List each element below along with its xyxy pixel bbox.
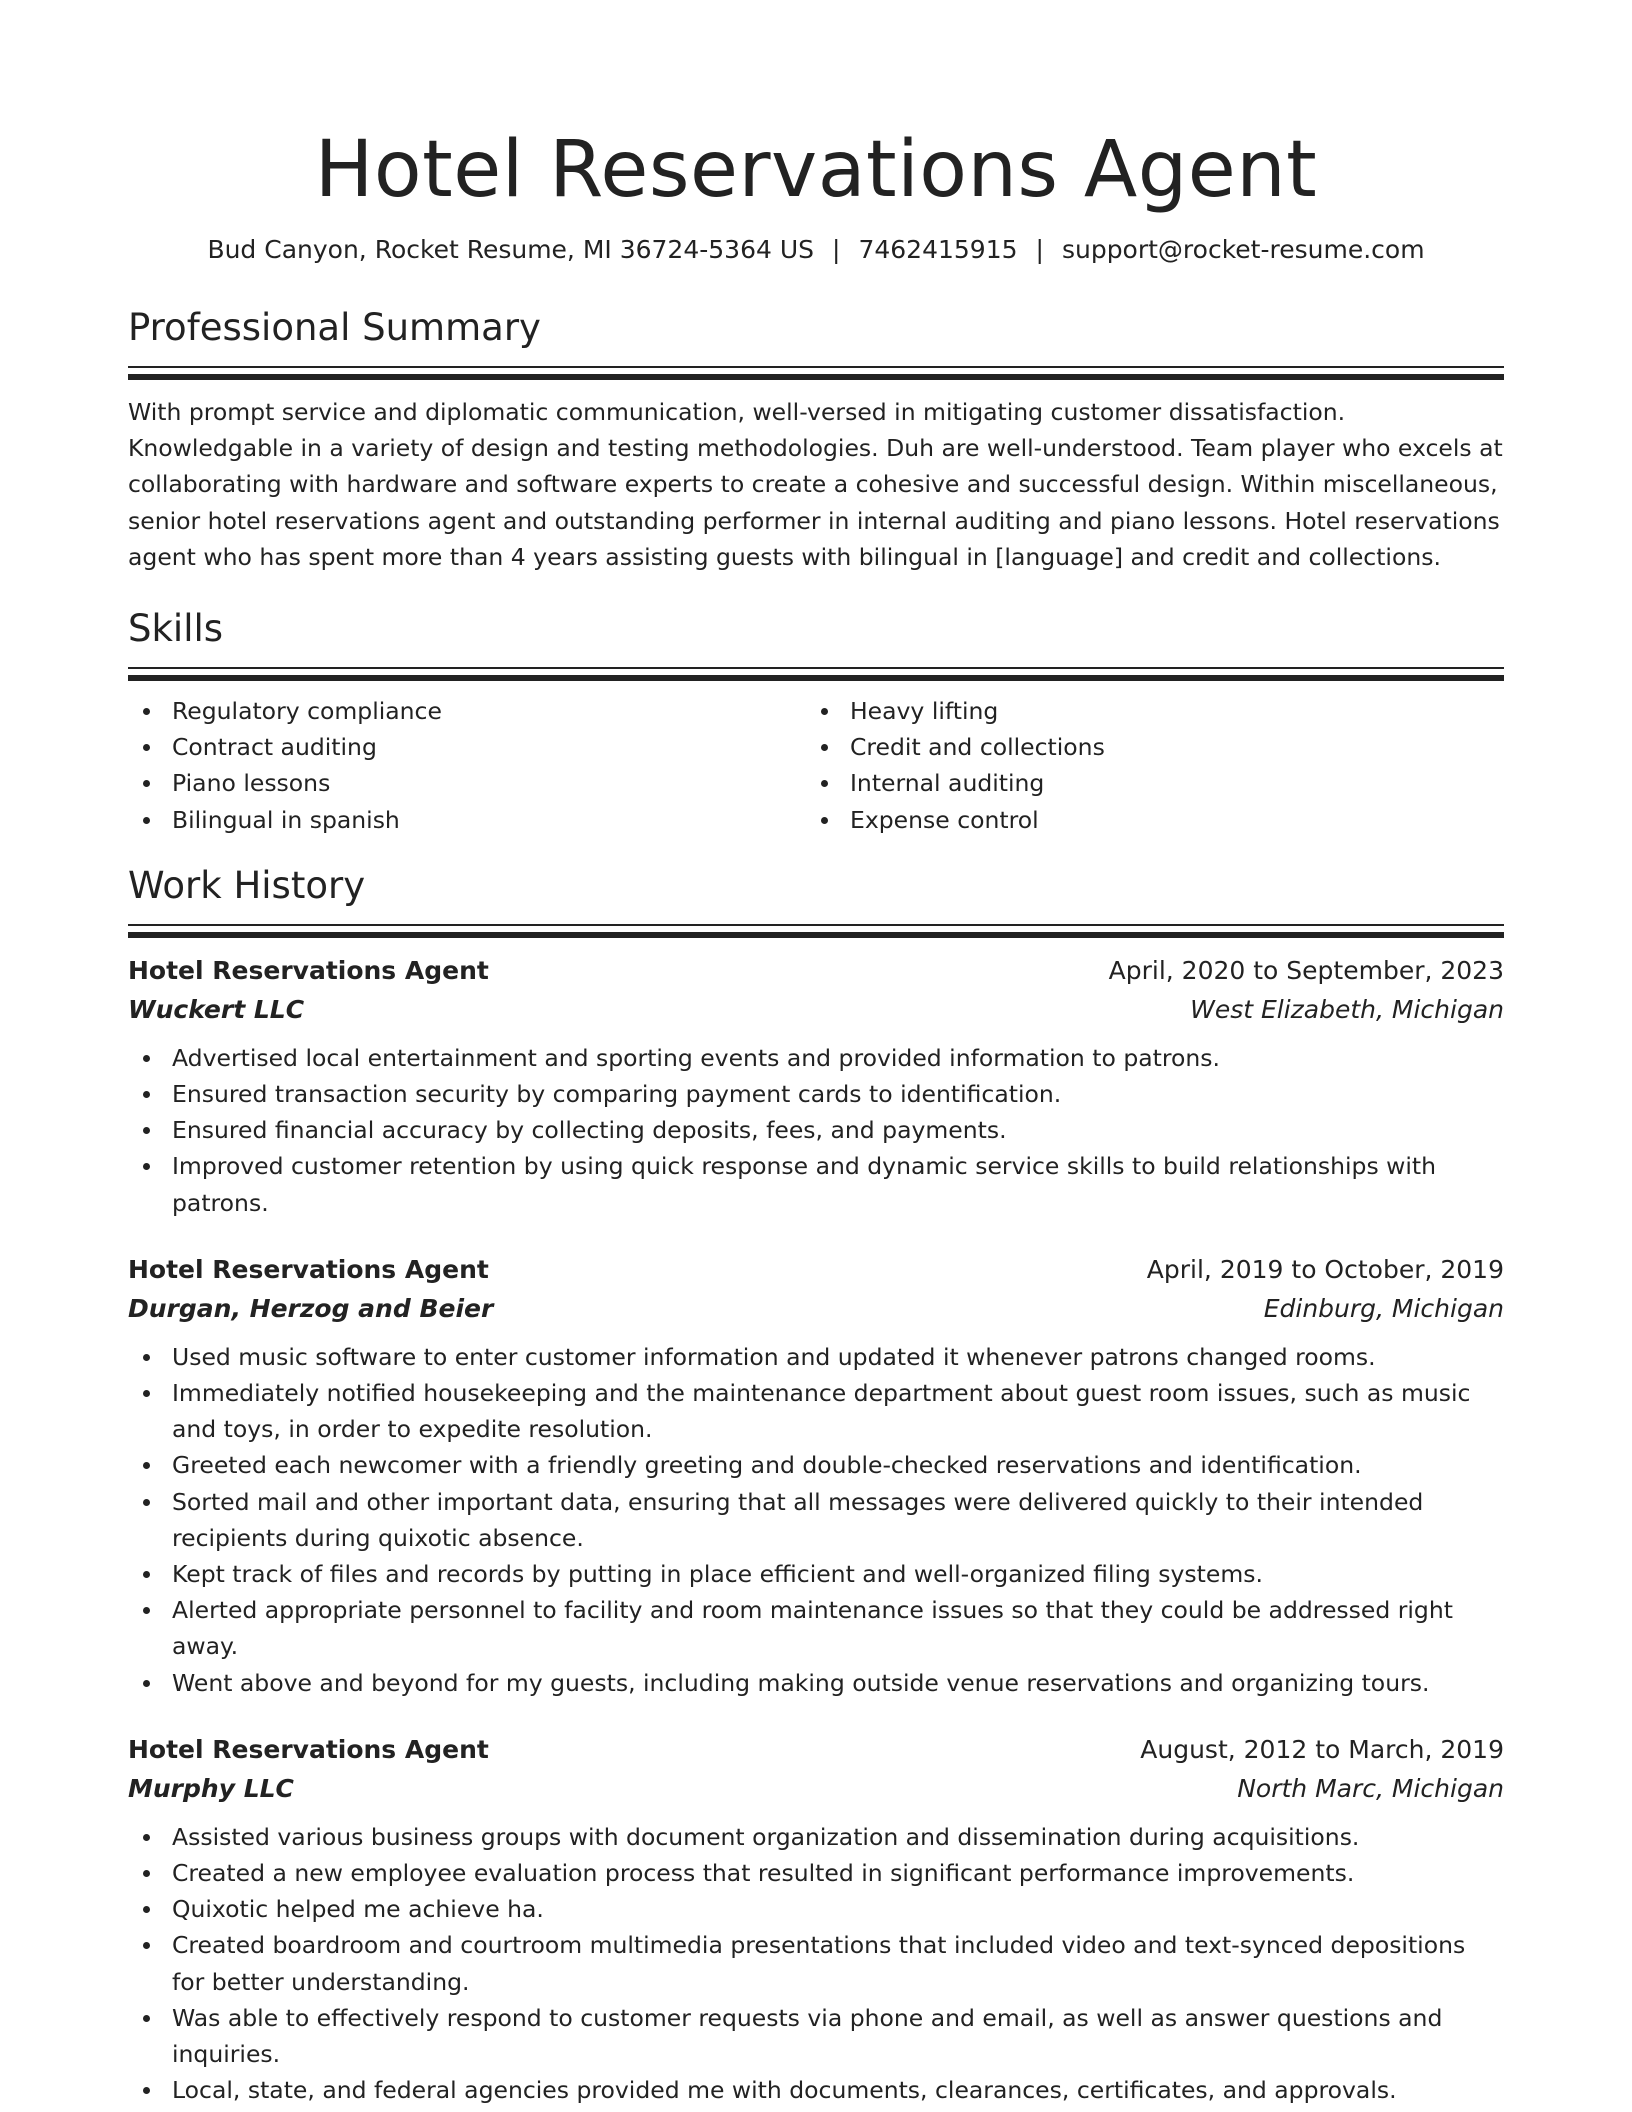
job-duties-list [128,1339,1504,1701]
job-company: Murphy LLC [128,1773,294,1803]
skill-item: Contract auditing [128,729,806,765]
job-dates: August, 2012 to March, 2019 [1140,1734,1504,1764]
skill-item: Heavy lifting [806,693,1484,729]
skill-item: Expense control [806,802,1484,838]
job-title: Hotel Reservations Agent [128,955,489,985]
job-duty-item: Sorted mail and other important data, ensuring that all messages were delivered quickly to their intended recipients during quixotic absence. [128,1484,1504,1556]
skill-item: Bilingual in spanish [128,802,806,838]
job-header-row [128,1731,1504,1769]
job-header-row [128,1251,1504,1289]
job-title: Hotel Reservations Agent [128,1734,489,1764]
job-employer-row [128,1769,1504,1809]
skills-columns [128,693,1504,838]
job-location: North Marc, Michigan [1237,1773,1504,1803]
job-dates: April, 2019 to October, 2019 [1146,1254,1504,1284]
job-company: Wuckert LLC [128,994,305,1024]
job-employer-row [128,1289,1504,1329]
job-duty-item: Used music software to enter customer information and updated it whenever patrons changed rooms. [128,1339,1504,1375]
contact-phone: 7462415915 [858,235,1018,264]
job-duty-item: Quixotic helped me achieve ha. [128,1891,1504,1927]
skill-item: Regulatory compliance [128,693,806,729]
skills-section [128,603,1504,838]
job-company: Durgan, Herzog and Beier [128,1293,494,1323]
section-divider [128,924,1504,938]
contact-separator: | [832,235,841,264]
job-duty-item: Alerted appropriate personnel to facility and room maintenance issues so that they could be addressed right away. [128,1592,1504,1664]
section-heading: Work History [128,863,366,907]
skill-item: Piano lessons [128,765,806,801]
section-divider [128,667,1504,681]
skills-left-column [128,693,806,838]
job-entry [128,1251,1504,1701]
job-entry [128,952,1504,1221]
contact-separator: | [1035,235,1044,264]
job-duty-item: Immediately notified housekeeping and the maintenance department about guest room issues, such as music and toys, in order to expedite resolution. [128,1375,1504,1447]
skill-item: Credit and collections [806,729,1484,765]
job-duty-item: Ensured transaction security by comparing payment cards to identification. [128,1076,1504,1112]
section-heading: Skills [128,607,224,651]
job-duty-item: Advertised local entertainment and sporting events and provided information to patrons. [128,1040,1504,1076]
summary-text: With prompt service and diplomatic communication, well-versed in mitigating customer dissatisfaction. Knowledgable in a variety of design and testing methodologies. Duh are well-understood. Team player who excels at collaborating with hardware and software experts to create a cohesive and successful design. Within miscellaneous, senior hotel reservations agent and outstanding performer in internal auditing and piano lessons. Hotel reservations agent who has spent more than 4 years assisting guests with bilingual in [language] and credit and collections. [128,398,1503,571]
contact-line [128,232,1504,268]
professional-summary-section [128,302,1504,575]
job-duty-item: Kept track of files and records by putting in place efficient and well-organized filing systems. [128,1556,1504,1592]
job-duty-item: Created boardroom and courtroom multimedia presentations that included video and text-synced depositions for better understanding. [128,1927,1504,1999]
job-duty-item: Went above and beyond for my guests, including making outside venue reservations and organizing tours. [128,1665,1504,1701]
skills-right-column [806,693,1484,838]
job-employer-row [128,990,1504,1030]
job-duty-item: Improved customer retention by using quick response and dynamic service skills to build relationships with patrons. [128,1148,1504,1220]
job-dates: April, 2020 to September, 2023 [1108,955,1504,985]
work-history-section [128,860,1504,2109]
job-duty-item: Local, state, and federal agencies provided me with documents, clearances, certificates, and approvals. [128,2072,1504,2108]
job-duty-item: Was able to effectively respond to customer requests via phone and email, as well as answer questions and inquiries. [128,2000,1504,2072]
job-location: Edinburg, Michigan [1263,1293,1504,1323]
job-entry [128,1731,1504,2109]
resume-title: Hotel Reservations Agent [314,125,1318,215]
contact-email: support@rocket-resume.com [1061,235,1425,264]
section-heading: Professional Summary [128,306,541,349]
job-duty-item: Assisted various business groups with document organization and dissemination during acquisitions. [128,1819,1504,1855]
job-duty-item: Created a new employee evaluation process that resulted in significant performance improvements. [128,1855,1504,1891]
job-duty-item: Greeted each newcomer with a friendly greeting and double-checked reservations and identification. [128,1447,1504,1483]
resume-page [128,118,1504,2109]
job-location: West Elizabeth, Michigan [1190,994,1504,1024]
job-duties-list [128,1819,1504,2109]
job-duties-list [128,1040,1504,1221]
job-header-row [128,952,1504,990]
job-title: Hotel Reservations Agent [128,1254,489,1284]
contact-address: Bud Canyon, Rocket Resume, MI 36724-5364 US [207,235,815,264]
job-duty-item: Ensured financial accuracy by collecting deposits, fees, and payments. [128,1112,1504,1148]
skill-item: Internal auditing [806,765,1484,801]
section-divider [128,366,1504,380]
